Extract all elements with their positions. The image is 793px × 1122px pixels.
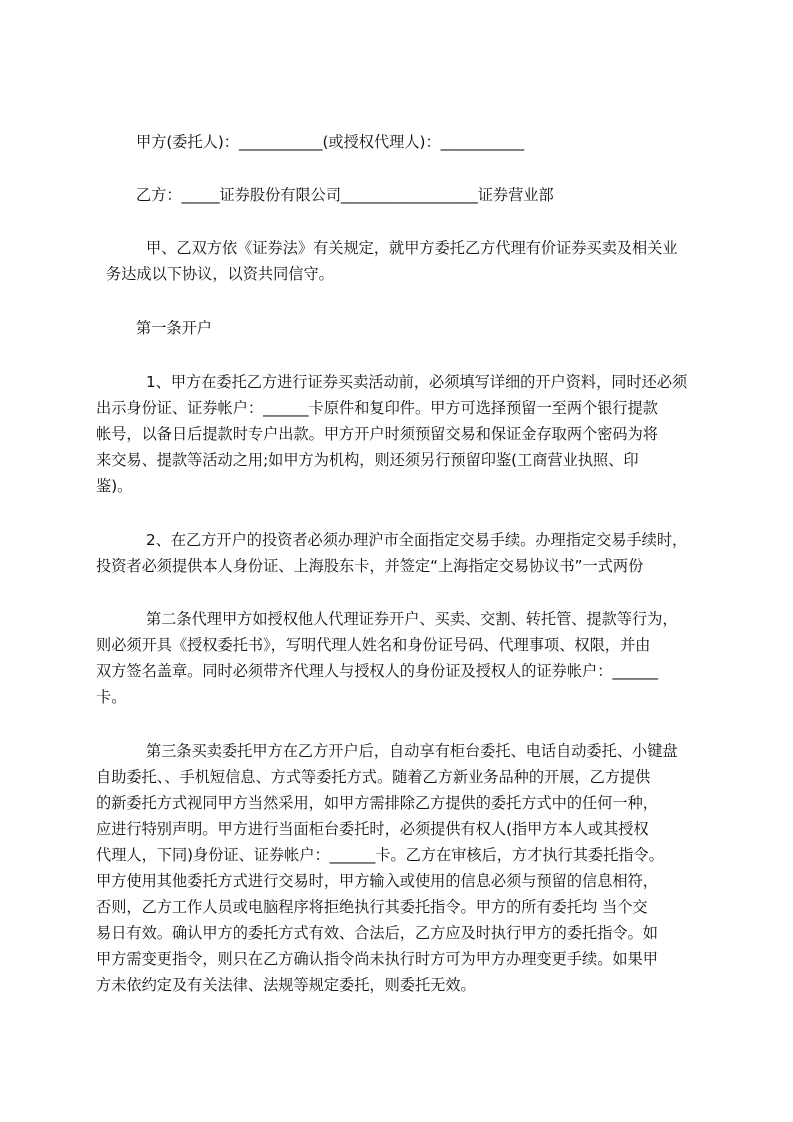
article3-line: 方未依约定及有关法律、法规等规定委托，则委托无效。 (96, 976, 476, 994)
article3-line: 的新委托方式视同甲方当然采用，如甲方需排除乙方提供的委托方式中的任何一种， (96, 794, 658, 812)
article3-line: 自助委托、、手机短信息、方式等委托方式。随着乙方新业务品种的开展，乙方提供 (96, 768, 651, 786)
article1-title: 第一条开户 (136, 319, 212, 337)
article1-clause1-line: 鉴)。 (96, 477, 133, 495)
article3-line: 易日有效。确认甲方的委托方式有效、合法后，乙方应及时执行甲方的委托指令。如 (96, 924, 658, 942)
article3-line: 甲方需变更指令，则只在乙方确认指令尚未执行时方可为甲方办理变更手续。如果甲 (96, 950, 658, 968)
article1-clause1-line: 1、甲方在委托乙方进行证券买卖活动前，必须填写详细的开户资料，同时还必须 (146, 373, 688, 391)
article3-line: 否则，乙方工作人员或电脑程序将拒绝执行其委托指令。甲方的所有委托均 当个交 (96, 898, 648, 916)
article1-clause2-line: 2、在乙方开户的投资者必须办理沪市全面指定交易手续。办理指定交易手续时， (146, 531, 688, 549)
party-a-line: 甲方(委托人)：___________(或授权代理人)：___________ (136, 133, 525, 151)
article3-line: 第三条买卖委托甲方在乙方开户后，自动享有柜台委托、电话自动委托、小键盘 (146, 742, 678, 760)
article3-line: 甲方使用其他委托方式进行交易时，甲方输入或使用的信息必须与预留的信息相符， (96, 872, 658, 890)
article2-line: 卡。 (96, 688, 127, 706)
article2-line: 第二条代理甲方如授权他人代理证券开户、买卖、交割、转托管、提款等行为， (146, 610, 678, 628)
article1-clause1-line: 来交易、提款等活动之用;如甲方为机构，则还须另行预留印鉴(工商营业执照、印 (96, 451, 639, 469)
article1-clause2-line: 投资者必须提供本人身份证、上海股东卡，并签定“上海指定交易协议书”一式两份 (96, 557, 644, 575)
article1-clause1-line: 出示身份证、证券帐户：______卡原件和复印件。甲方可选择预留一至两个银行提款 (96, 399, 658, 417)
article3-line: 应进行特别声明。甲方进行当面柜台委托时，必须提供有权人(指甲方本人或其授权 (96, 820, 649, 838)
article1-clause1-line: 帐号，以备日后提款时专户出款。甲方开户时须预留交易和保证金存取两个密码为将 (96, 425, 658, 443)
article2-line: 双方签名盖章。同时必须带齐代理人与授权人的身份证及授权人的证券帐户：______ (96, 662, 658, 680)
party-b-line: 乙方：_____证券股份有限公司__________________证券营业部 (136, 186, 554, 204)
article2-line: 则必须开具《授权委托书》，写明代理人姓名和身份证号码、代理事项、权限，并由 (96, 636, 651, 654)
article3-line: 代理人，下同)身份证、证券帐户：______卡。乙方在审核后，方才执行其委托指令。 (96, 846, 664, 864)
intro-line: 务达成以下协议，以资共同信守。 (106, 265, 334, 283)
intro-line: 甲、乙双方依《证券法》有关规定，就甲方委托乙方代理有价证券买卖及相关业 (146, 239, 678, 257)
